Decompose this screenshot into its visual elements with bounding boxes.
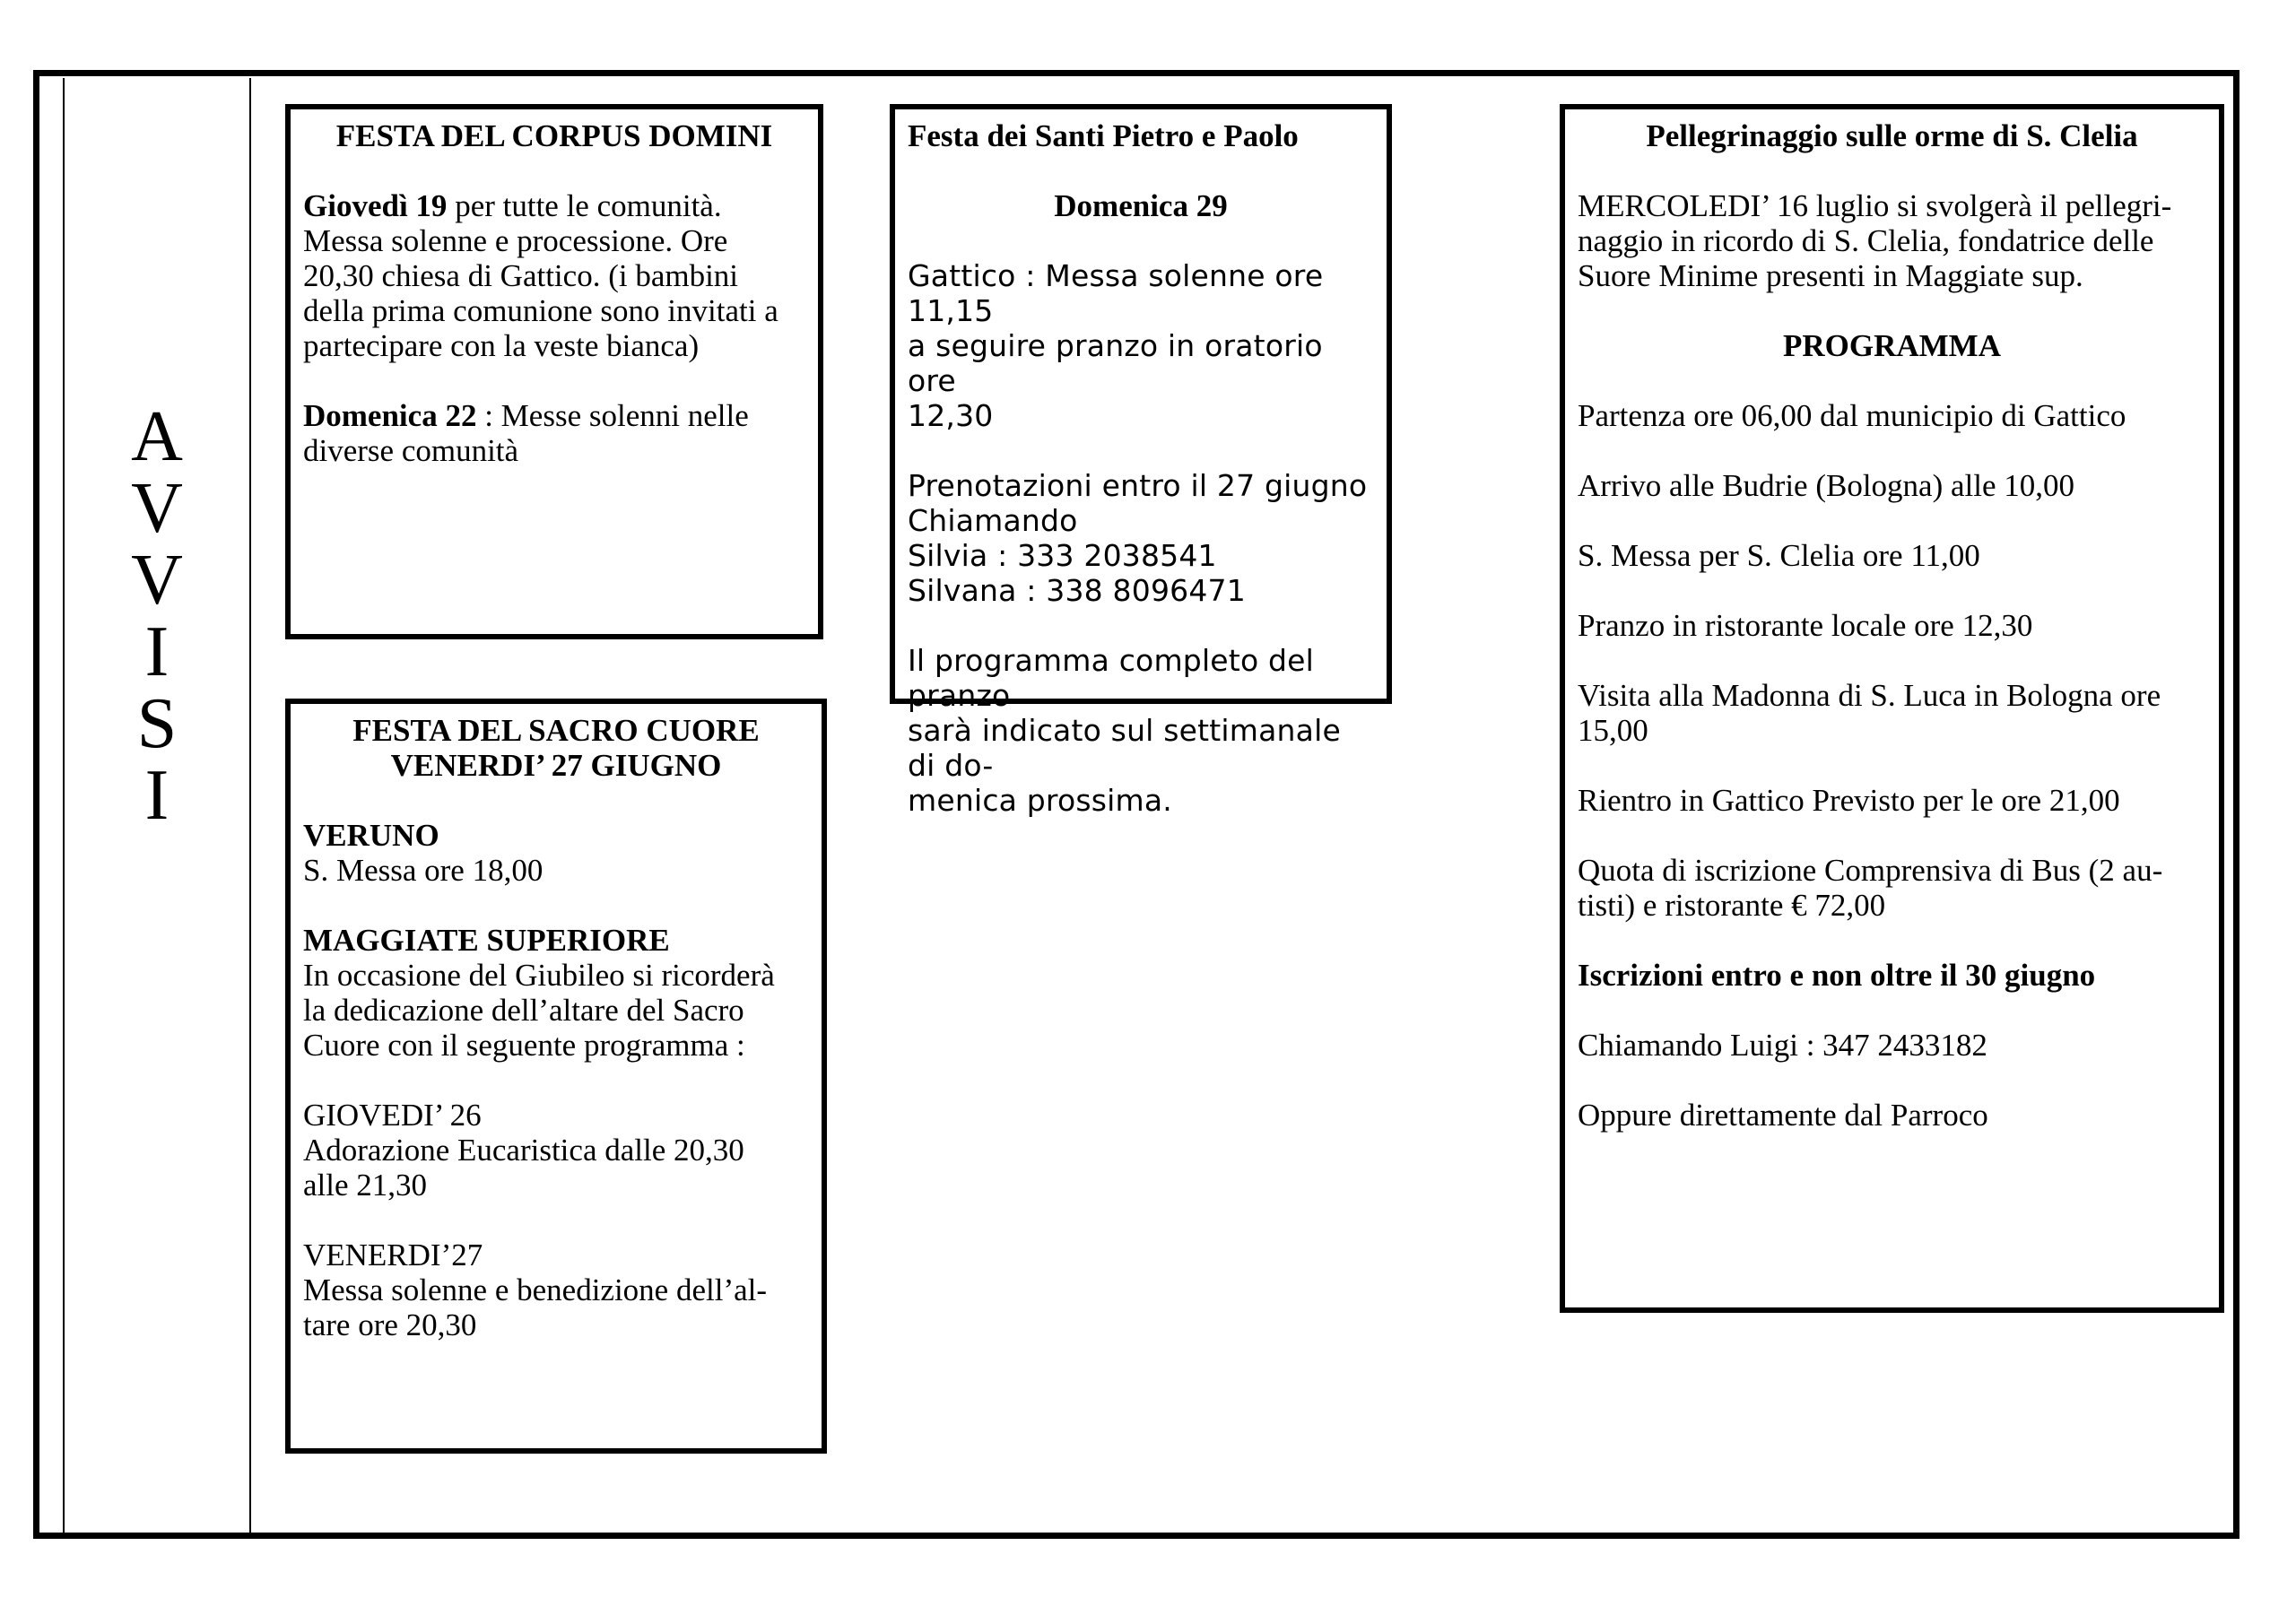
program-item: Quota di iscrizione Comprensiva di Bus (2 au- [1578, 853, 2163, 888]
notice-text: Suore Minime presenti in Maggiate sup. [1578, 258, 2083, 293]
notice-text: MERCOLEDI’ 16 luglio si svolgerà il pellegri- [1578, 188, 2172, 223]
contact-parroco: Oppure direttamente dal Parroco [1578, 1098, 1988, 1133]
program-item: Arrivo alle Budrie (Bologna) alle 10,00 [1578, 468, 2075, 503]
notice-text: : Messe solenni nelle [476, 398, 749, 433]
notice-text: S. Messa ore 18,00 [303, 853, 544, 888]
notice-text: Cuore con il seguente programma : [303, 1028, 745, 1063]
program-item: 15,00 [1578, 713, 1648, 748]
notice-text: tare ore 20,30 [303, 1307, 477, 1342]
notice-text: alle 21,30 [303, 1168, 428, 1203]
notice-text: la dedicazione dell’altare del Sacro [303, 993, 744, 1028]
notice-text: Chiamando [908, 503, 1078, 538]
sidebar-title [65, 397, 249, 835]
notice-paragraph [303, 188, 805, 223]
registration-deadline: Iscrizioni entro e non oltre il 30 giugno [1578, 958, 2096, 993]
notice-text: 20,30 chiesa di Gattico. (i bambini [303, 258, 739, 293]
notice-title: Festa dei Santi Pietro e Paolo [908, 118, 1299, 153]
program-item: S. Messa per S. Clelia ore 11,00 [1578, 538, 1980, 573]
sidebar [63, 78, 251, 1535]
sidebar-letter: I [144, 612, 170, 691]
notice-pietro-paolo [890, 104, 1392, 818]
notice-text: per tutte le comunità. [447, 188, 722, 223]
notice-subtitle: Domenica 29 [1054, 188, 1228, 223]
section-heading: VENERDI’27 [303, 1238, 483, 1272]
notice-title: FESTA DEL CORPUS DOMINI [335, 118, 773, 153]
notice-title: Pellegrinaggio sulle orme di S. Clelia [1646, 118, 2138, 153]
notice-sacro-cuore [285, 699, 827, 1454]
program-item: tisti) e ristorante € 72,00 [1578, 888, 1886, 923]
notice-text: menica prossima. [908, 783, 1172, 818]
sidebar-letter: V [131, 469, 183, 548]
notice-text: Messa solenne e processione. Ore [303, 223, 728, 258]
notice-text: Adorazione Eucaristica dalle 20,30 [303, 1133, 744, 1168]
program-item: Pranzo in ristorante locale ore 12,30 [1578, 608, 2033, 643]
notice-text: In occasione del Giubileo si ricorderà [303, 958, 775, 993]
program-title: PROGRAMMA [1782, 328, 2001, 363]
notice-text: Gattico : Messa solenne ore 11,15 [908, 258, 1324, 328]
notice-text: 12,30 [908, 398, 994, 433]
section-heading: GIOVEDI’ 26 [303, 1098, 482, 1133]
sidebar-letter: I [144, 756, 170, 835]
notice-date: Domenica 22 [303, 398, 477, 433]
notice-text: Messa solenne e benedizione dell’al- [303, 1272, 768, 1307]
notice-text: della prima comunione sono invitati a [303, 293, 778, 328]
program-item: Visita alla Madonna di S. Luca in Bologna ore [1578, 678, 2161, 713]
notice-text: a seguire pranzo in oratorio ore [908, 328, 1323, 398]
notice-pellegrinaggio [1560, 104, 2224, 1313]
sidebar-letter: V [131, 541, 183, 620]
notice-text: partecipare con la veste bianca) [303, 328, 700, 363]
notice-paragraph [303, 398, 805, 433]
section-heading: VERUNO [303, 818, 439, 853]
notice-text: Prenotazioni entro il 27 giugno [908, 468, 1368, 503]
notice-date: Giovedì 19 [303, 188, 448, 223]
program-item: Partenza ore 06,00 dal municipio di Gattico [1578, 398, 2126, 433]
sidebar-letter: S [136, 684, 178, 763]
contact-silvana: Silvana : 338 8096471 [908, 573, 1246, 608]
notice-subtitle: VENERDI’ 27 GIUGNO [390, 748, 722, 783]
notice-text: diverse comunità [303, 433, 519, 468]
notice-text: Il programma completo del pranzo [908, 643, 1315, 713]
program-item: Rientro in Gattico Previsto per le ore 21,00 [1578, 783, 2120, 818]
notice-corpus-domini [285, 104, 823, 639]
sidebar-letter: A [131, 397, 183, 476]
notice-text: naggio in ricordo di S. Clelia, fondatrice delle [1578, 223, 2154, 258]
contact-luigi: Chiamando Luigi : 347 2433182 [1578, 1028, 1987, 1063]
section-heading: MAGGIATE SUPERIORE [303, 923, 670, 958]
notice-title: FESTA DEL SACRO CUORE [352, 713, 760, 748]
notice-text: sarà indicato sul settimanale di do- [908, 713, 1341, 783]
contact-silvia: Silvia : 333 2038541 [908, 538, 1217, 573]
